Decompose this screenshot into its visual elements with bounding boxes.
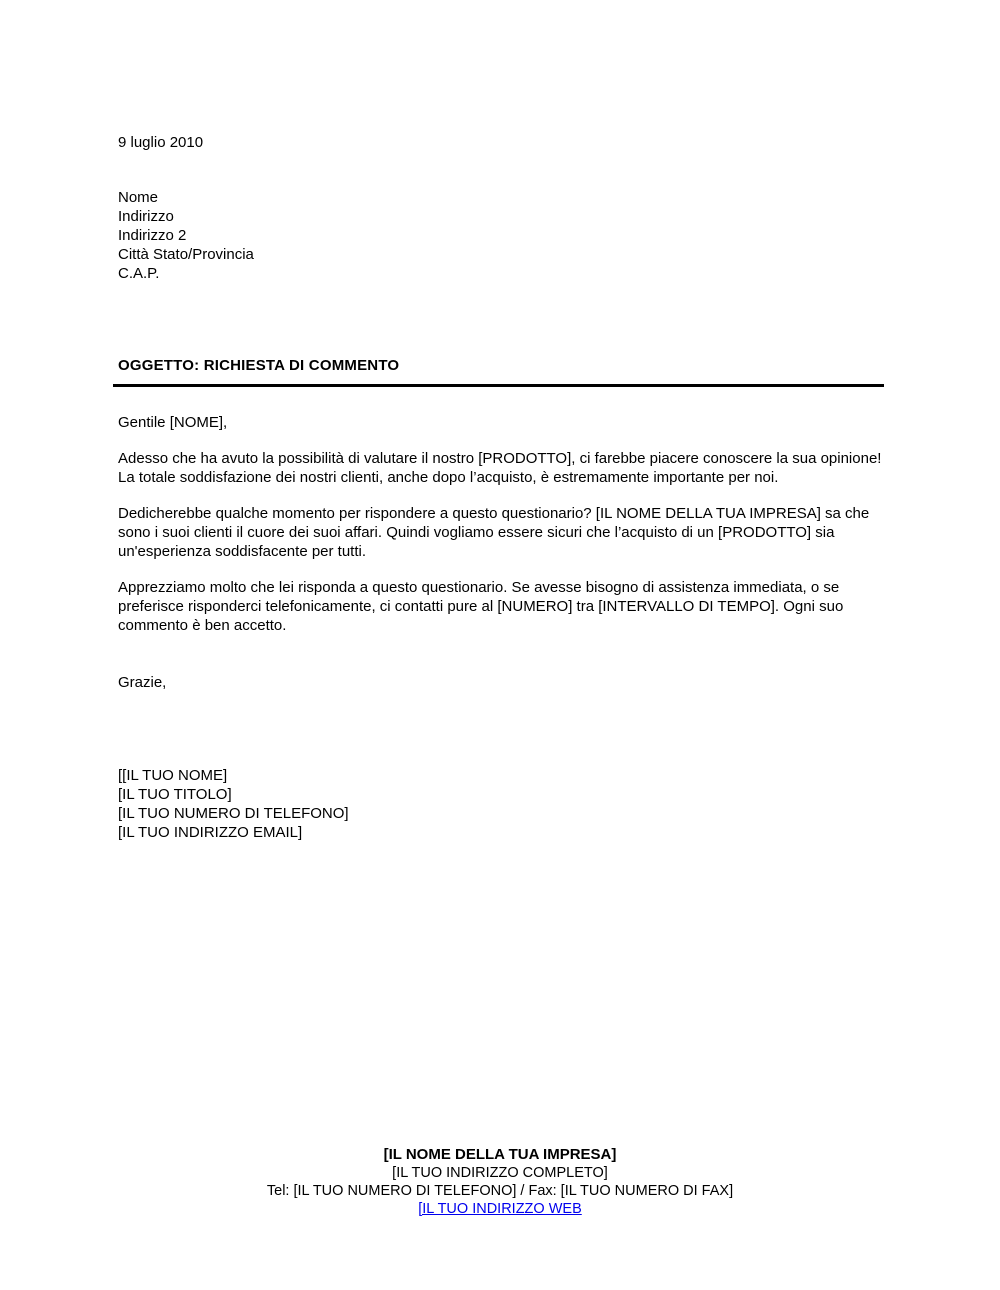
footer-tel-fax: Tel: [IL TUO NUMERO DI TELEFONO] / Fax: [IL TUO NUMERO DI FAX]: [266, 1183, 734, 1199]
letter-paragraph-2: Dedicherebbe qualche momento per rispondere a questo questionario? [IL NOME DELLA TUA IMPRESA] sa che sono i suoi clienti il cuore dei suoi affari. Quindi vogliamo essere sicuri che l’acquisto di un [PRODOTTO] sia un'esperienza soddisfacente per tutti.: [118, 505, 870, 560]
recipient-city-state-line: Città Stato/Provincia: [118, 246, 254, 263]
letter-date: 9 luglio 2010: [118, 134, 204, 151]
subject-divider-rule: [113, 384, 884, 387]
signature-block: [118, 766, 882, 842]
signature-title-placeholder: [IL TUO TITOLO]: [118, 786, 232, 803]
recipient-address-line-1: Indirizzo: [118, 208, 174, 225]
recipient-address-block: [118, 188, 882, 283]
signature-email-placeholder: [IL TUO INDIRIZZO EMAIL]: [118, 824, 303, 841]
subject-line: OGGETTO: RICHIESTA DI COMMENTO: [118, 357, 400, 374]
letter-paragraph-3: Apprezziamo molto che lei risponda a questo questionario. Se avesse bisogno di assistenza immediata, o se preferisce risponderci telefonicamente, ci contatti pure al [NUMERO] tra [INTERVALLO DI TEMPO]. Ogni suo commento è ben accetto.: [118, 579, 844, 634]
salutation: Gentile [NOME],: [118, 414, 228, 431]
footer-company-name: [IL NOME DELLA TUA IMPRESA]: [383, 1146, 617, 1163]
recipient-postal-code-line: C.A.P.: [118, 265, 160, 282]
footer-address: [IL TUO INDIRIZZO COMPLETO]: [392, 1165, 608, 1181]
footer-website-link[interactable]: [IL TUO INDIRIZZO WEB: [418, 1201, 582, 1217]
recipient-address-line-2: Indirizzo 2: [118, 227, 187, 244]
signature-phone-placeholder: [IL TUO NUMERO DI TELEFONO]: [118, 805, 349, 822]
closing-line: Grazie,: [118, 674, 167, 691]
letter-paragraph-1: Adesso che ha avuto la possibilità di valutare il nostro [PRODOTTO], ci farebbe piacere conoscere la sua opinione! La totale soddisfazione dei nostri clienti, anche dopo l’acquisto, è estremamente importante per noi.: [118, 450, 882, 486]
signature-name-placeholder: [[IL TUO NOME]: [118, 767, 228, 784]
recipient-name-line: Nome: [118, 189, 159, 206]
page-footer: [0, 1146, 1000, 1218]
